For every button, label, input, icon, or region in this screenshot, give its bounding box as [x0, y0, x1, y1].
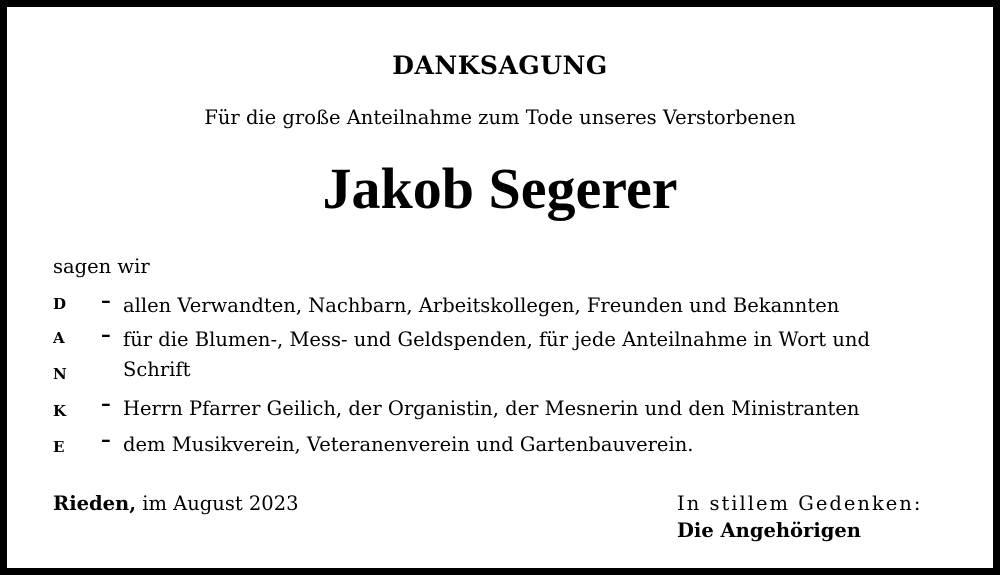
signature-block	[677, 492, 922, 542]
closing-phrase: In stillem Gedenken:	[677, 492, 923, 515]
lead-text: sagen wir	[53, 255, 150, 278]
thanks-text: allen Verwandten, Nachbarn, Arbeitskollegen, Freunden und Bekannten	[123, 294, 840, 317]
deceased-name: Jakob Segerer	[322, 156, 678, 221]
thanks-text: Herrn Pfarrer Geilich, der Organistin, der Mesnerin und den Ministranten	[123, 397, 860, 420]
acrostic-letter: D	[53, 295, 67, 313]
place-date	[53, 492, 299, 515]
dash-mark: –	[101, 392, 111, 415]
thanks-text: dem Musikverein, Veteranenverein und Gartenbauverein.	[123, 433, 694, 456]
dash-mark: –	[101, 428, 111, 451]
acrostic-letter: A	[53, 329, 65, 347]
notice-intro: Für die große Anteilnahme zum Tode unseres Verstorbenen	[204, 106, 796, 129]
dash-mark: –	[101, 323, 111, 346]
place-name: Rieden,	[53, 492, 137, 515]
date-text: im August 2023	[136, 492, 299, 515]
dash-mark: –	[101, 289, 111, 312]
acrostic-letter: N	[53, 365, 67, 383]
thanks-text: Schrift	[123, 358, 191, 381]
acrostic-letter: E	[53, 438, 65, 456]
thanks-text: für die Blumen-, Mess- und Geldspenden, für jede Anteilnahme in Wort und	[123, 328, 870, 351]
acrostic-letter: K	[53, 402, 67, 420]
notice-heading: DANKSAGUNG	[392, 51, 608, 80]
signers: Die Angehörigen	[677, 519, 861, 542]
